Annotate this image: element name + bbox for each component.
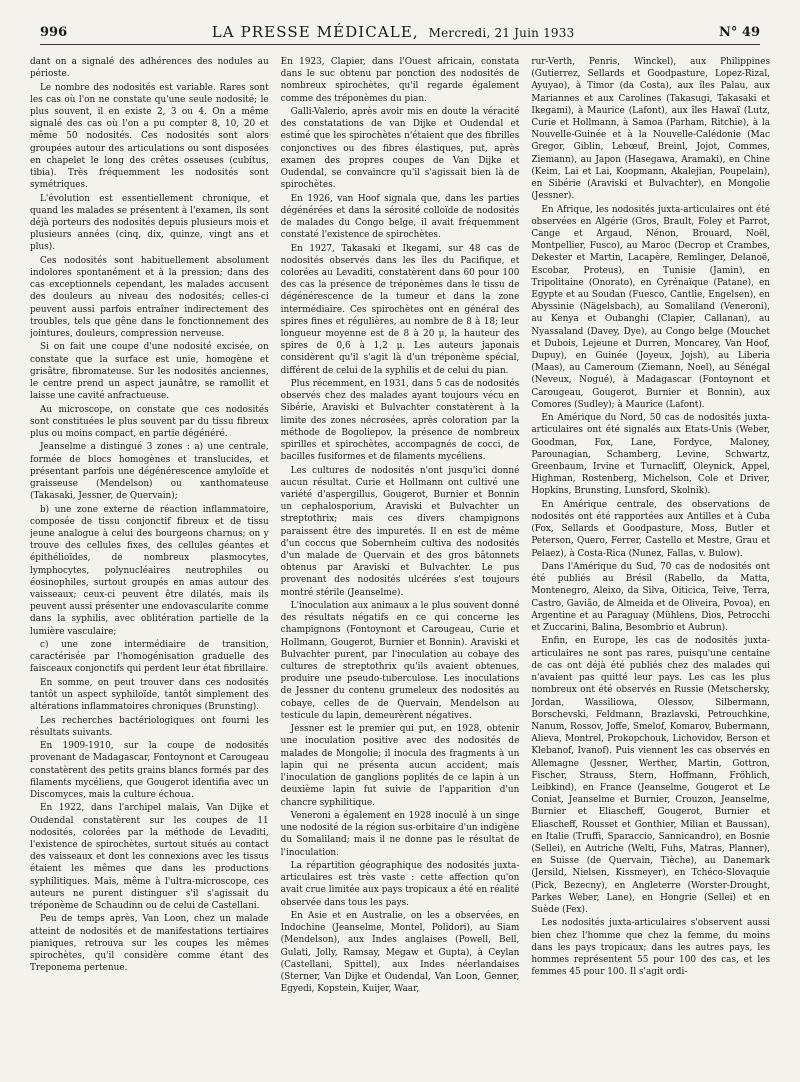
page-number: 996 — [40, 24, 68, 40]
paragraph: En 1927, Takasaki et Ikegami, sur 48 cas de nodosités observés dans les îles du Pacifique, et colorées au Levaditi, constatèrent dans 60 pour 100 des cas la présence de tréponèmes dans le tissu de dégénérescence de la tumeur et dans la zone intermédiaire. Ces spirochètes ont en général des spires fines et régulières, au nombre de 8 à 18; leur longueur moyenne est de 8 à 20 μ, la hauteur des spires de 0,6 à 1,2 μ. Les auteurs japonais considèrent qu'il s'agit là d'un tréponème spécial, différent de celui de la syphilis et de celui du pian. — [280, 243, 520, 376]
paragraph: Au microscope, on constate que ces nodosités sont constituées le plus souvent par du tissu fibreux plus ou moins compact, en partie dégénéré. — [30, 404, 269, 440]
column-2 — [281, 56, 520, 1076]
paragraph: Galli-Valerio, après avoir mis en doute la véracité des constatations de van Dijke et Oudendal et estimé que les spirochètes n'étaient que des fibrilles conjonctives ou des fibres élastiques, put, après examen des propres coupes de Van Dijke et Oudendal, se convaincre qu'il s'agissait bien là de spirochètes. — [280, 107, 520, 191]
paragraph: Jeanselme a distingué 3 zones : a) une centrale, formée de blocs homogènes et translucides, et présentant parfois une dégénérescence amyloïde et graisseuse (Mendelson) ou xanthomateuse (Takasaki, Jessner, de Quervain); — [30, 442, 269, 502]
paragraph: rur-Verth, Penris, Winckel), aux Philippines (Gutierrez, Sellards et Goodpasture, Lopez-Rizal, Ayuyao), à Timor (da Costa), aux îles Palau, aux Mariannes et aux Carolines (Takasugi, Takasaki et Ikegami), à Maurice (Lafont), aux îles Hawaï (Lutz, Curie et Hollmann, à Samoa (Parham, Ritchie), à la Nouvelle-Guinée et à la Nouvelle-Calédonie (Mac Gregor, Giblin, Lebœuf, Breinl, Jojot, Commes, Ziemann), au Japon (Hasegawa, Aramaki), en Chine (Keim, Lai et Lai, Koopmann, Akalejian, Poupelain), en Sibérie (Araviski et Bulvachter), en Mongolie (Jessner). — [531, 57, 771, 202]
paragraph: En Afrique, les nodosités juxta-articulaires ont été observées en Algérie (Gros, Brault, Foley et Parrot, Cange et Argaud, Nénon, Brouard, Noël, Montpellier, Fusco), au Maroc (Decrop et Crambes, Dekester et Martin, Lacapère, Remlinger, Delanoë, Escobar, Proteus), en Tunisie (Jamin), en Tripolitaine (Onorato), en Cyrénaïque (Patane), en Egypte et au Soudan (Fuesco, Cantlie, Engelsen), en Abyssinie (Nägelsbach), au Somaliland (Veneroni), au Kenya et Oubanghi (Clapier, Callanan), au Nyassaland (Davey, Dye), au Congo belge (Mouchet et Dubois, Lejeune et Durren, Moncarey, Van Hoof, Dupuy), en Guinée (Joyeux, Jojsh), au Liberia (Maas), au Cameroum (Ziemann, Noel), au Sénégal (Neveux, Nogué), à Madagascar (Fontoynont et Carougeau, Gougerot, Burnier et Bonnin), aux Comores (Sudley); à Maurice (Lafont). — [531, 204, 771, 410]
paragraph: Le nombre des nodosités est variable. Rares sont les cas où l'on ne constate qu'une seule nodosité; le plus souvent, il en existe 2, 3 ou 4. On a même signalé des cas où l'on a pu compter 8, 10, 20 et même 50 nodosités. Ces nodosités sont alors groupées autour des articulations ou sont disposées en chapelet le long des crêtes osseuses (cubitus, tibia). Très fréquemment les nodosités sont symétriques. — [30, 82, 269, 191]
paragraph: dant on a signalé des adhérences des nodules au périoste. — [30, 57, 269, 80]
column-1 — [30, 56, 269, 1076]
paragraph: Dans l'Amérique du Sud, 70 cas de nodosités ont été publiés au Brésil (Rabello, da Matta, Montenegro, Aleixo, da Silva, Oiticica, Teive, Terra, Castro, Gavião, de Almeida et de Oliveira, Povoa), en Argentine et au Paraguay (Mühlens, Dios, Petrocchi et Zuccarini, Balina, Besombrio et Aubrun). — [531, 562, 771, 634]
paragraph: En 1922, dans l'archipel malais, Van Dijke et Oudendal constatèrent sur les coupes de 11 nodosités, colorées par la méthode de Levaditi, l'existence de spirochètes, surtout situés au contact des vaisseaux et dont les connexions avec les tissus étaient les mêmes que dans les productions syphilitiques. Mais, même à l'ultra-microscope, ces auteurs ne purent distinguer s'il s'agissait du tréponème de Schaudinn ou de celui de Castellani. — [30, 803, 269, 912]
paragraph: Jessner est le premier qui put, en 1928, obtenir une inoculation positive avec des nodosités de malades de Mongolie; il inocula des fragments à un lapin qui ne présenta aucun accident; mais l'inoculation de ganglions poplités de ce lapin à un deuxième lapin fut suivie de l'apparition d'un chancre syphilitique. — [280, 724, 520, 808]
column-3 — [531, 56, 770, 1076]
paragraph: La répartition géographique des nodosités juxta-articulaires est très vaste : cette affection qu'on avait crue limitée aux pays tropicaux a été en réalité observée dans tous les pays. — [280, 860, 520, 908]
masthead — [212, 23, 575, 41]
paragraph: L'évolution est essentiellement chronique, et quand les malades se présentent à l'examen, ils sont déjà porteurs des nodosités depuis plusieurs mois et plusieurs années (cinq, dix, quinze, vingt ans et plus). — [30, 193, 269, 253]
paragraph: L'inoculation aux animaux a le plus souvent donné des résultats négatifs en ce qui concerne les champignons (Fontoynont et Carougeau, Curie et Hollmann, Gougerot, Burnier et Bonnin). Araviski et Bulvachter purent, par l'inoculation au cobaye des cultures de streptothrix qu'ils avaient obtenues, produire une pseudo-tuberculose. Les inoculations de Jessner du contenu grumeleux des nodosités au cobaye, celles de de Quervain, Mendelson au testicule du lapin, demeurèrent négatives. — [280, 601, 520, 721]
paragraph: Plus récemment, en 1931, dans 5 cas de nodosités observés chez des malades ayant toujours vécu en Sibérie, Araviski et Bulvachter constatèrent à la limite des zones nécrosées, après coloration par la méthode de Bogoliepov, la présence de nombreux spirilles et spirochètes, accompagnés de cocci, de bacilles fusiformes et de filaments mycéliens. — [280, 379, 520, 463]
paragraph: En Amérique du Nord, 50 cas de nodosités juxta-articulaires ont été signalés aux Etats-Unis (Weber, Goodman, Fox, Lane, Fordyce, Maloney, Parounagian, Schamberg, Levine, Schwartz, Greenbaum, Irvine et Turnacliff, Oleynick, Appel, Highman, Rostenberg, Michelson, Cole et Driver, Hopkins, Brunsting, Lunsford, Skolnik). — [531, 413, 771, 497]
page-header — [40, 20, 760, 45]
paragraph: Les cultures de nodosités n'ont jusqu'ici donné aucun résultat. Curie et Hollmann ont cultivé une variété d'aspergillus, Gougerot, Burnier et Bonnin un cephalosporium, Araviski et Bulvachter un streptothrix; mais ces divers champignons paraissent être des impuretés. Il en est de même d'un coccus que Sobernheim cultiva des nodosités d'un malade de Quervain et des gros bâtonnets obtenus par Araviski et Bulvachter. Le pus provenant des nodosités ulcérées s'est toujours montré stérile (Jeanselme). — [280, 465, 520, 598]
paragraph: En 1926, van Hoof signala que, dans les parties dégénérées et dans la sérosité colloïde de nodosités de malades du Congo belge, il avait fréquemment constaté l'existence de spirochètes. — [280, 193, 520, 241]
paragraph: En Amérique centrale, des observations de nodosités ont été rapportées aux Antilles et à Cuba (Fox, Sellards et Goodpasture, Moss, Butler et Peterson, Quero, Ferrer, Castello et Mestre, Grau et Pelaez), à Costa-Rica (Nunez, Fallas, v. Bulow). — [531, 499, 771, 559]
paragraph: Les nodosités juxta-articulaires s'observent aussi bien chez l'homme que chez la femme, du moins dans les pays tropicaux; dans les autres pays, les hommes représentent 55 pour 100 des cas, et les femmes 45 pour 100. Il s'agit ordi- — [531, 918, 771, 978]
paragraph: c) une zone intermédiaire de transition, caractérisée par l'homogénisation graduelle des faisceaux conjonctifs qui perdent leur état fibrillaire. — [30, 640, 269, 675]
paragraph: En somme, on peut trouver dans ces nodosités tantôt un aspect syphiloïde, tantôt simplement des altérations inflammatoires chroniques (Brunsting). — [30, 677, 269, 713]
issue-date: Mercredi, 21 Juin 1933 — [428, 26, 575, 40]
journal-title: LA PRESSE MÉDICALE, — [211, 23, 419, 41]
paragraph: En 1923, Clapier, dans l'Ouest africain, constata dans le suc obtenu par ponction des nodosités de nombreux spirochètes, qu'il regarde également comme des tréponèmes du pian. — [280, 57, 520, 104]
paragraph: Peu de temps après, Van Loon, chez un malade atteint de nodosités et de manifestations tertiaires pianiques, retrouva sur les coupes les mêmes spirochètes, qu'il considère comme étant des Treponema pertenue. — [30, 914, 269, 974]
paragraph: Les recherches bactériologiques ont fourni les résultats suivants. — [30, 715, 269, 738]
paragraph: Si on fait une coupe d'une nodosité excisée, on constate que la surface est unie, homogène et grisâtre, fibromateuse. Sur les nodosités anciennes, le centre prend un aspect jaunâtre, se ramollit et laisse une cavité anfractueuse. — [30, 342, 269, 402]
paragraph: En Asie et en Australie, on les a observées, en Indochine (Jeanselme, Montel, Polidori), au Siam (Mendelson), aux Indes anglaises (Powell, Bell, Gulati, Jolly, Ramsay, Megaw et Gupta), à Ceylan (Castellani, Spittel), aux Indes néerlandaises (Sterner, Van Dijke et Oudendal, Van Loon, Genner, Egyedi, Kopstein, Kuijer, Waar, — [280, 910, 520, 995]
paragraph: b) une zone externe de réaction inflammatoire, composée de tissu conjonctif fibreux et de tissu jeune analogue à celui des bourgeons charnus; on y trouve des cellules fixes, des cellules géantes et épithélioïdes, de nombreux plasmocytes, lymphocytes, polynucléaires neutrophiles ou éosinophiles, surtout groupés en amas autour des vaisseaux; ceux-ci peuvent être dilatés, mais ils peuvent aussi présenter une endovascularite comme dans la syphilis, avec oblitération partielle de la lumière vasculaire; — [30, 504, 269, 637]
paragraph: En 1909-1910, sur la coupe de nodosités provenant de Madagascar, Fontoynont et Carougeau constatèrent des petits grains blancs formés par des filaments mycéliens, que Gougerot identifia avec un Discomyces, mais la culture échoua. — [30, 741, 269, 801]
article-columns — [30, 56, 770, 1076]
paragraph: Ces nodosités sont habituellement absolument indolores spontanément et à la pression; dans des cas exceptionnels cependant, les malades accusent des douleurs au niveau des nodosités; celles-ci peuvent aussi parfois entraîner indirectement des troubles, tels que gêne dans le fonctionnement des jointures, douleurs, compression nerveuse. — [30, 255, 269, 340]
paragraph: Veneroni a également en 1928 inoculé à un singe une nodosité de la région sus-orbitaire d'un indigène du Somaliland; mais il ne donne pas le résultat de l'inoculation. — [280, 810, 520, 858]
paragraph: Enfin, en Europe, les cas de nodosités juxta-articulaires ne sont pas rares, puisqu'une centaine de cas ont déjà été publiés chez des malades qui n'avaient pas quitté leur pays. Les cas les plus nombreux ont été observés en Russie (Metschersky, Jordan, Wassiliowa, Olessov, Silbermann, Borschevski, Feldmann, Brazlavski, Petrouchkine, Nanum, Rossov, Joffe, Smelof, Komarov, Bubermann, Alieva, Montrel, Prokopchouk, Lichovidov, Berson et Klebanof, Ivanof). Puis viennent les cas observés en Allemagne (Jessner, Werther, Martin, Gottron, Fischer, Strauss, Stern, Hoffmann, Fröhlich, Leibkind), en France (Jeanselme, Gougerot et Le Coniat, Jeanselme et Burnier, Crouzon, Jeanselme, Burnier et Eliascheff, Gougerot, Burnier et Eliascheff, Rousset et Gonthier, Milian et Baussan), en Italie (Truffi, Sparaccio, Sannicandro), en Bosnie (Sellei), en Autriche (Welti, Fuhs, Matras, Planner), en Suisse (de Quervain, Tièche), au Danemark (Jersild, Nielsen, Kissmeyer), en Tchéco-Slovaquie (Pick, Bezecny), en Angleterre (Worster-Drought, Parkes Weber, Lane), en Hongrie (Sellei) et en Suède (Fex). — [531, 636, 771, 915]
issue-number: N° 49 — [718, 24, 760, 40]
